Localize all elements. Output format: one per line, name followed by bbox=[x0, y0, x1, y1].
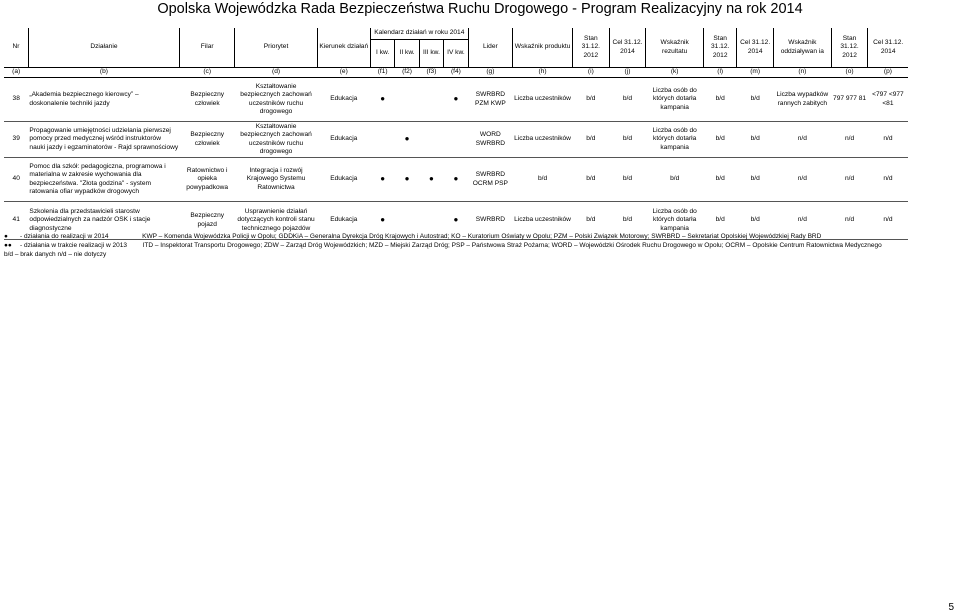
header-dzialanie: Działanie bbox=[28, 28, 179, 68]
row-q3-marker: ● bbox=[419, 158, 443, 202]
legend-line-2 bbox=[4, 242, 882, 250]
row-stan: b/d bbox=[573, 202, 610, 240]
letter-e: (e) bbox=[317, 68, 370, 78]
row-stan2: b/d bbox=[704, 122, 737, 158]
row-cel: b/d bbox=[609, 122, 646, 158]
row-wskaznik-oddzialywania: n/d bbox=[773, 202, 831, 240]
letter-a: (a) bbox=[4, 68, 28, 78]
row-stan: b/d bbox=[573, 122, 610, 158]
table-row bbox=[4, 158, 908, 202]
letter-h: (h) bbox=[513, 68, 573, 78]
header-q4: IV kw. bbox=[444, 40, 468, 68]
letter-f3: (f3) bbox=[419, 68, 443, 78]
header-kierunek: Kierunek działań bbox=[317, 28, 370, 68]
document-title: Opolska Wojewódzka Rada Bezpieczeństwa Ruchu Drogowego - Program Realizacyjny na rok 2014 bbox=[157, 1, 803, 17]
letter-d: (d) bbox=[235, 68, 317, 78]
row-wskaznik-produktu: b/d bbox=[513, 158, 573, 202]
legend-line-3 bbox=[4, 251, 106, 259]
row-lider: WORD SWRBRD bbox=[468, 122, 512, 158]
legend-dot-symbol: ● bbox=[4, 233, 8, 240]
header-nr: Nr bbox=[4, 28, 28, 68]
row-kierunek: Edukacja bbox=[317, 202, 370, 240]
row-wskaznik-produktu: Liczba uczestników bbox=[513, 122, 573, 158]
row-dzialanie: Pomoc dla szkół: pedagogiczna, programowa i materialna w zakresie wychowania dla bezpieczeństwa. "Złota godzina" - system ratowania ofiar wypadków drogowych bbox=[28, 158, 179, 202]
row-cel: b/d bbox=[609, 158, 646, 202]
program-table bbox=[4, 28, 908, 240]
row-q2-marker: ● bbox=[395, 122, 419, 158]
header-cel-produktu: Cel 31.12. 2014 bbox=[609, 28, 646, 68]
row-cel3: <797 <977 <81 bbox=[868, 78, 908, 122]
header-stan-produktu: Stan 31.12. 2012 bbox=[573, 28, 610, 68]
header-kalendarz: Kalendarz działań w roku 2014 bbox=[370, 28, 468, 40]
row-dzialanie: Szkolenia dla przedstawicieli starostw odpowiedzialnych za nadzór OSK i stacje diagnostyczne bbox=[28, 202, 179, 240]
row-stan2: b/d bbox=[704, 78, 737, 122]
row-lider: SWRBRD bbox=[468, 202, 512, 240]
legend-abbreviations-1: KWP – Komenda Wojewódzka Policji w Opolu; GDDKiA – Generalna Dyrekcja Dróg Krajowych i Autostrad; KO – Kuratorium Oświaty w Opolu; PZM – Polski Związek Motorowy; SWRBRD – Sekretariat Opolskiej Wojewódzkiej Rady BRD bbox=[142, 233, 822, 240]
row-cel2: b/d bbox=[737, 78, 774, 122]
letter-b: (b) bbox=[28, 68, 179, 78]
row-wskaznik-oddzialywania: n/d bbox=[773, 122, 831, 158]
letter-g: (g) bbox=[468, 68, 512, 78]
row-priorytet: Kształtowanie bezpiecznych zachowań uczestników ruchu drogowego bbox=[235, 78, 317, 122]
row-wskaznik-produktu: Liczba uczestników bbox=[513, 202, 573, 240]
letter-l: (l) bbox=[704, 68, 737, 78]
row-lider: SWRBRD PZM KWP bbox=[468, 78, 512, 122]
legend-double-dot-symbol: ●● bbox=[4, 242, 12, 249]
row-q3-marker bbox=[419, 122, 443, 158]
header-priorytet: Priorytet bbox=[235, 28, 317, 68]
row-wskaznik-oddzialywania: n/d bbox=[773, 158, 831, 202]
row-q1-marker: ● bbox=[370, 202, 394, 240]
row-dzialanie: „Akademia bezpiecznego kierowcy” – doskonalenie techniki jazdy bbox=[28, 78, 179, 122]
header-wskaznik-rezultatu: Wskaźnik rezultatu bbox=[646, 28, 704, 68]
row-cel2: b/d bbox=[737, 122, 774, 158]
table-row bbox=[4, 78, 908, 122]
row-nr: 38 bbox=[4, 78, 28, 122]
header-cel-rezultatu: Cel 31.12. 2014 bbox=[737, 28, 774, 68]
table-row bbox=[4, 122, 908, 158]
row-wskaznik-rezultatu: Liczba osób do których dotarła kampania bbox=[646, 122, 704, 158]
row-q1-marker bbox=[370, 122, 394, 158]
row-cel: b/d bbox=[609, 202, 646, 240]
row-cel3: n/d bbox=[868, 122, 908, 158]
page-number: 5 bbox=[948, 602, 954, 613]
row-q3-marker bbox=[419, 78, 443, 122]
row-stan3: n/d bbox=[831, 122, 868, 158]
row-cel3: n/d bbox=[868, 202, 908, 240]
header-stan-oddzialywania: Stan 31.12. 2012 bbox=[831, 28, 868, 68]
letter-f4: (f4) bbox=[444, 68, 468, 78]
letter-i: (i) bbox=[573, 68, 610, 78]
row-filar: Bezpieczny człowiek bbox=[179, 78, 235, 122]
letter-f1: (f1) bbox=[370, 68, 394, 78]
row-stan2: b/d bbox=[704, 202, 737, 240]
row-nr: 39 bbox=[4, 122, 28, 158]
row-q4-marker bbox=[444, 122, 468, 158]
legend-line-1 bbox=[4, 233, 821, 241]
legend-abbreviations-2: ITD – Inspektorat Transportu Drogowego; ZDW – Zarząd Dróg Wojewódzkich; MZD – Miejski Zarząd Dróg; PSP – Państwowa Straż Pożarna; WORD – Wojewódzki Ośrodek Ruchu Drogowego w Opolu; OCRM – Opolskie Centrum Ratownictwa Medycznego bbox=[142, 242, 882, 249]
row-nr: 40 bbox=[4, 158, 28, 202]
row-q4-marker: ● bbox=[444, 158, 468, 202]
letter-j: (j) bbox=[609, 68, 646, 78]
row-q1-marker: ● bbox=[370, 78, 394, 122]
header-q1: I kw. bbox=[370, 40, 394, 68]
row-cel: b/d bbox=[609, 78, 646, 122]
row-stan: b/d bbox=[573, 158, 610, 202]
row-cel2: b/d bbox=[737, 158, 774, 202]
row-wskaznik-produktu: Liczba uczestników bbox=[513, 78, 573, 122]
row-stan2: b/d bbox=[704, 158, 737, 202]
header-q3: III kw. bbox=[419, 40, 443, 68]
row-wskaznik-oddzialywania: Liczba wypadków rannych zabitych bbox=[773, 78, 831, 122]
row-q2-marker bbox=[395, 78, 419, 122]
row-kierunek: Edukacja bbox=[317, 78, 370, 122]
legend-text-2014: - działania do realizacji w 2014 bbox=[20, 233, 109, 240]
header-filar: Filar bbox=[179, 28, 235, 68]
row-cel2: b/d bbox=[737, 202, 774, 240]
row-wskaznik-rezultatu: Liczba osób do których dotarła kampania bbox=[646, 202, 704, 240]
row-stan: b/d bbox=[573, 78, 610, 122]
row-nr: 41 bbox=[4, 202, 28, 240]
row-q2-marker: ● bbox=[395, 158, 419, 202]
row-filar: Ratownictwo i opieka powypadkowa bbox=[179, 158, 235, 202]
header-cel-oddzialywania: Cel 31.12. 2014 bbox=[873, 39, 904, 55]
letter-p: (p) bbox=[868, 68, 908, 78]
row-wskaznik-rezultatu: Liczba osób do których dotarła kampania bbox=[646, 78, 704, 122]
letter-k: (k) bbox=[646, 68, 704, 78]
header-stan-rezultatu: Stan 31.12. 2012 bbox=[704, 28, 737, 68]
row-stan3: n/d bbox=[831, 202, 868, 240]
row-priorytet: Usprawnienie działań dotyczących kontroli stanu technicznego pojazdów bbox=[235, 202, 317, 240]
row-priorytet: Integracja i rozwój Krajowego Systemu Ratownictwa bbox=[235, 158, 317, 202]
row-dzialanie: Propagowanie umiejętności udzielania pierwszej pomocy przed medycznej wśród instruktorów nauki jazdy i egzaminatorów - Rajd sprawnościowy bbox=[28, 122, 179, 158]
row-kierunek: Edukacja bbox=[317, 158, 370, 202]
row-stan3: n/d bbox=[831, 158, 868, 202]
row-filar: Bezpieczny człowiek bbox=[179, 122, 235, 158]
row-wskaznik-rezultatu: b/d bbox=[646, 158, 704, 202]
header-wskaznik-oddzialywania: Wskaźnik oddziaływan ia bbox=[773, 28, 831, 68]
row-filar: Bezpieczny pojazd bbox=[179, 202, 235, 240]
row-kierunek: Edukacja bbox=[317, 122, 370, 158]
row-q4-marker: ● bbox=[444, 78, 468, 122]
letter-o: (o) bbox=[831, 68, 868, 78]
letter-m: (m) bbox=[737, 68, 774, 78]
legend-text-2013: - działania w trakcie realizacji w 2013 bbox=[20, 242, 127, 249]
letter-c: (c) bbox=[179, 68, 235, 78]
row-priorytet: Kształtowanie bezpiecznych zachowań uczestników ruchu drogowego bbox=[235, 122, 317, 158]
row-lider: SWRBRD OCRM PSP bbox=[468, 158, 512, 202]
row-q4-marker: ● bbox=[444, 202, 468, 240]
header-q2: II kw. bbox=[395, 40, 419, 68]
header-lider: Lider bbox=[468, 28, 512, 68]
header-wskaznik-produktu: Wskaźnik produktu bbox=[513, 28, 573, 68]
letter-f2: (f2) bbox=[395, 68, 419, 78]
letter-n: (n) bbox=[773, 68, 831, 78]
row-stan3: 797 977 81 bbox=[831, 78, 868, 122]
row-cel3: n/d bbox=[868, 158, 908, 202]
row-q1-marker: ● bbox=[370, 158, 394, 202]
legend-bd-nd: b/d – brak danych n/d – nie dotyczy bbox=[4, 251, 107, 258]
